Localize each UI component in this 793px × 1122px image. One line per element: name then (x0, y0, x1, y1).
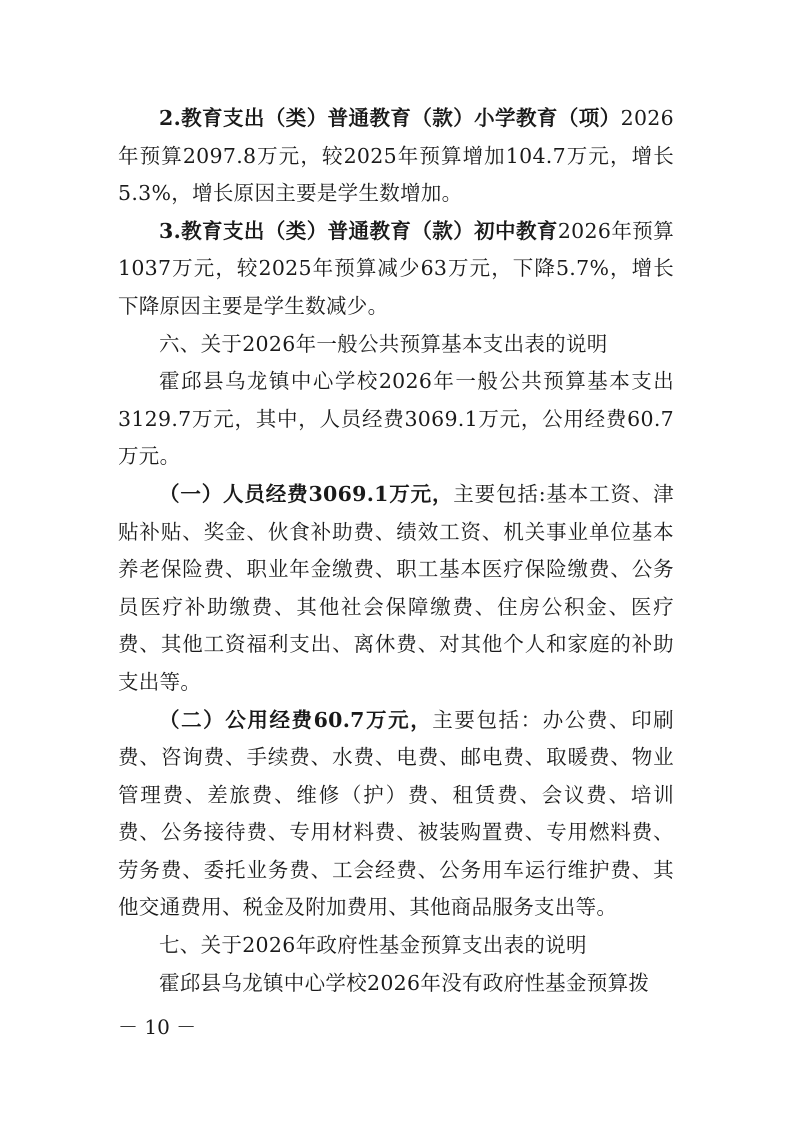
document-page (118, 100, 674, 1002)
public-expenses-text: 主要包括：办公费、印刷费、咨询费、手续费、水费、电费、邮电费、取暖费、物业管理费、差旅费、维修（护）费、租赁费、会议费、培训费、公务接待费、专用材料费、被装购置费、专用燃料费、劳务费、委托业务费、工会经费、公务用车运行维护费、其他交通费用、税金及附加费用、其他商品服务支出等。 (118, 707, 674, 920)
personnel-expenses-heading: （一）人员经费3069.1万元， (159, 481, 454, 506)
primary-education-text: 2026年预算2097.8万元，较2025年预算增加104.7万元，增长5.3%，增长原因主要是学生数增加。 (118, 106, 674, 206)
paragraph-public-expenses (118, 702, 674, 928)
primary-education-heading: 2.教育支出（类）普通教育（款）小学教育（项） (159, 106, 621, 130)
public-expenses-heading: （二）公用经费60.7万元， (159, 707, 433, 732)
paragraph-personnel-expenses (118, 476, 674, 702)
paragraph-government-fund: 霍邱县乌龙镇中心学校2026年没有政府性基金预算拨 (159, 970, 650, 995)
page-number: － 10 － (118, 1015, 197, 1039)
junior-education-heading: 3.教育支出（类）普通教育（款）初中教育 (159, 218, 558, 243)
personnel-expenses-text: 主要包括:基本工资、津贴补贴、奖金、伙食补助费、绩效工资、机关事业单位基本养老保险费、职业年金缴费、职工基本医疗保险缴费、公务员医疗补助缴费、其他社会保障缴费、住房公积金、医疗费、其他工资福利支出、离休费、对其他个人和家庭的补助支出等。 (118, 481, 674, 694)
section-heading-7: 七、关于2026年政府性基金预算支出表的说明 (159, 933, 587, 958)
junior-education-text: 2026年预算1037万元，较2025年预算减少63万元，下降5.7%，增长下降原因主要是学生数减少。 (118, 218, 674, 318)
section-heading-6: 六、关于2026年一般公共预算基本支出表的说明 (159, 331, 608, 356)
paragraph-primary-education (118, 100, 674, 213)
paragraph-basic-expenditure: 霍邱县乌龙镇中心学校2026年一般公共预算基本支出3129.7万元，其中，人员经费3069.1万元，公用经费60.7万元。 (118, 369, 674, 469)
paragraph-junior-education (118, 213, 674, 326)
